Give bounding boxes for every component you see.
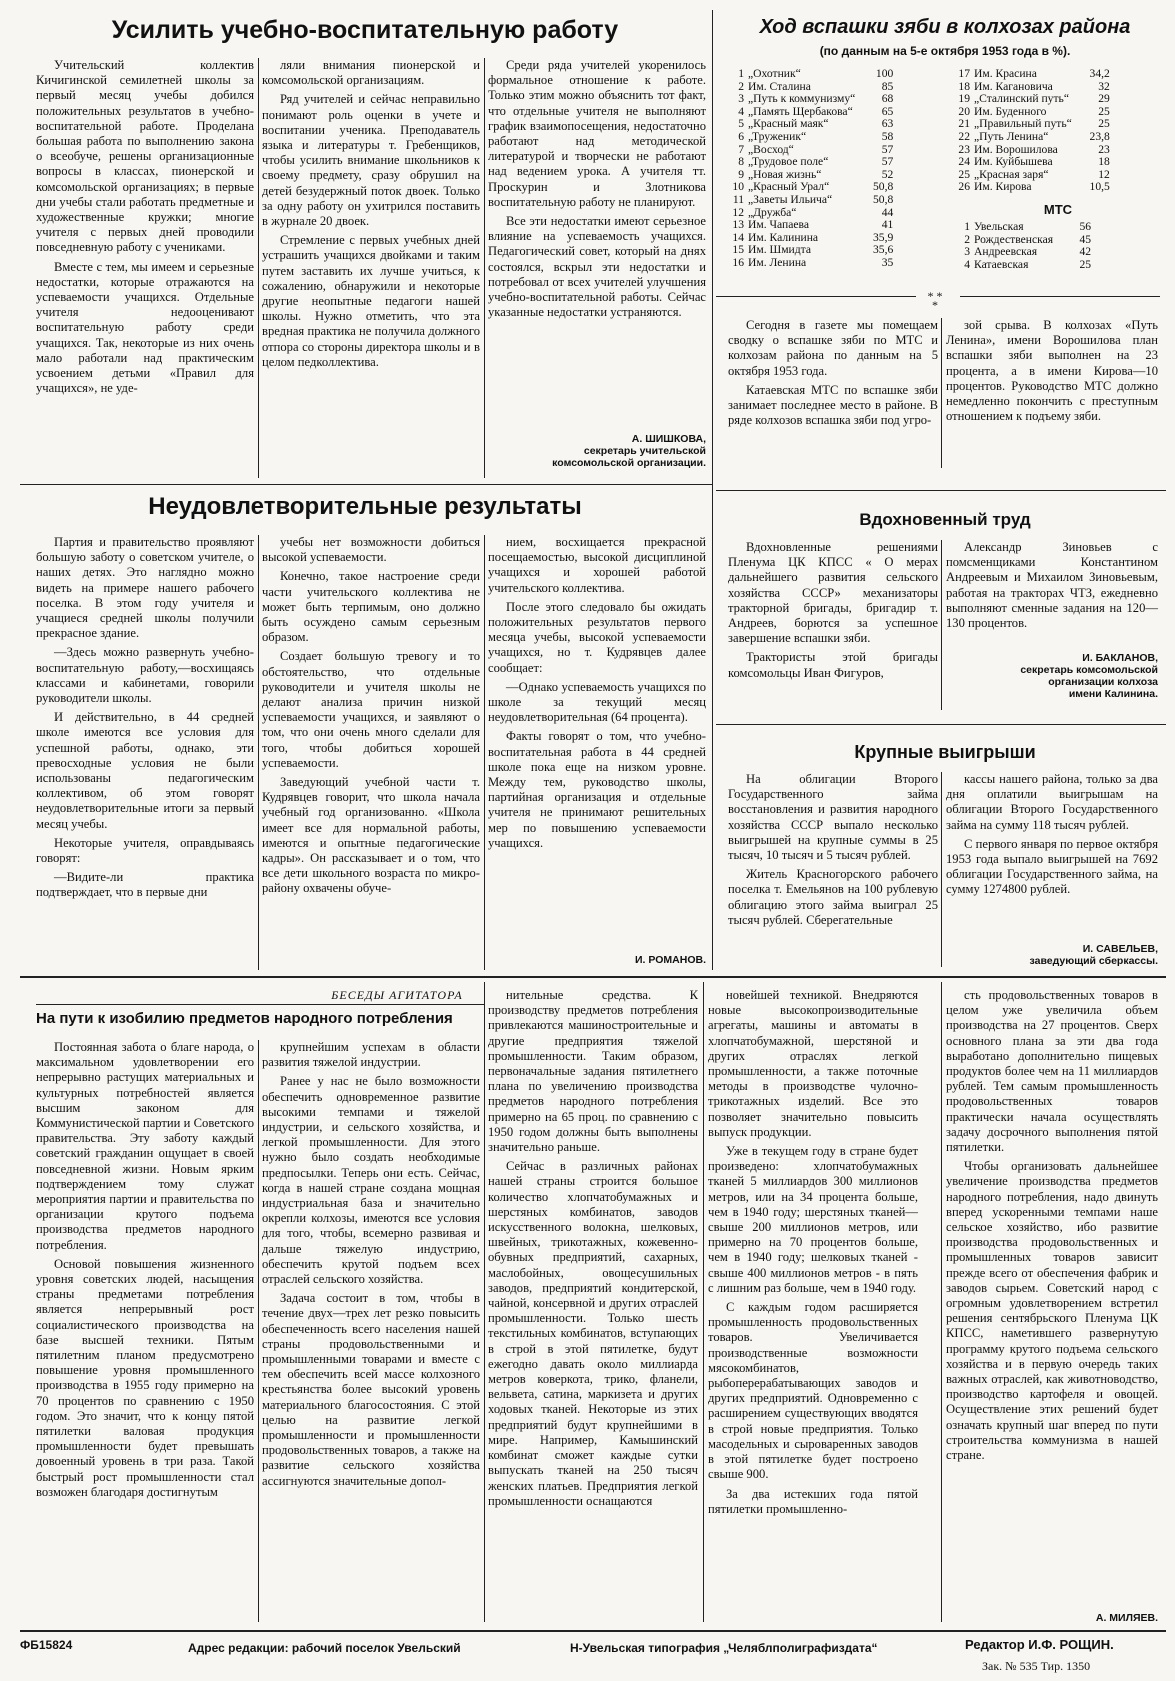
article3-signature: И. РОМАНОВ. — [635, 954, 706, 966]
table-cell-name: Им. Шмидта — [748, 243, 811, 257]
paragraph: Стремление с первых учебных дней устрашить учащихся двойками и таким путем заставить их лучше учиться, к сожалению, обнаружили и некоторые другие неопытные педагоги нашей школы. Нужно отметить, что эта вредная практика не получила должного отпора со стороны директора школы и в целом педколлектива. — [262, 233, 480, 369]
table-cell-v: 58 — [881, 129, 894, 143]
article5-title: Крупные выигрыши — [854, 742, 1036, 762]
rule-v-a1-1 — [258, 58, 259, 478]
paragraph: И действительно, в 44 средней школе имеются все условия для успешной работы, однако, эти превосходные условия не были использованы педагогическим коллективом, об этом говорят неудовлетворительные итоги за первый месяц учебы. — [36, 710, 254, 831]
rule-h-a4 — [716, 724, 1166, 725]
footer-code: ФБ15824 — [20, 1638, 73, 1652]
article4-col2 — [946, 540, 1158, 635]
article5-col2 — [946, 772, 1158, 902]
article5-signature — [946, 943, 1158, 967]
article6-col5 — [946, 988, 1158, 1467]
table-cell-name: Андреевская — [974, 245, 1038, 259]
footer-editor: Редактор И.Ф. РОЩИН. — [965, 1637, 1114, 1652]
mts-heading: МТС — [1043, 201, 1073, 217]
rule-v-a6-4 — [941, 982, 942, 1622]
article6-col2 — [262, 1040, 480, 1493]
article1-col1 — [36, 58, 254, 400]
asterism: * * * — [927, 289, 943, 312]
article4-sig-name: И. БАКЛАНОВ, — [1082, 652, 1158, 664]
table-cell-n: 16 — [732, 255, 744, 269]
table-cell-v: 25 — [1079, 257, 1092, 271]
table-cell-n: 12 — [732, 205, 744, 219]
article5-col1 — [728, 772, 938, 932]
table-row — [948, 181, 1112, 194]
paragraph: зой срыва. В колхозах «Путь Ленина», имени Ворошилова план вспашки зяби выполнен на 23 процента, а в имени Кирова—10 процентов. Руководство МТС должно немедленно покончить с преступным отношением к подъему зяби. — [946, 318, 1158, 424]
table-row — [948, 156, 1112, 169]
table-cell-n: 3 — [964, 245, 970, 259]
article6-title: На пути к изобилию предметов народного потребления — [36, 1010, 453, 1027]
paragraph: Житель Красногорского рабочего поселка т. Емельянов на 100 рублевую облигацию этого займа выиграл 25 тысяч рублей. Сберегательные — [728, 867, 938, 927]
paragraph: Ряд учителей и сейчас неправильно понимают роль оценки в учете и воспитании ученика. Преподаватель языка и литературы т. Гребенщиков, чтобы усилить внимание школьников к своему предмету, сразу обрушил на детей безудержный поток двоек. Только за одну работу он ухитрился поставить в журнале 20 двоек. — [262, 92, 480, 229]
article4-signature — [946, 652, 1158, 700]
table-cell-v: 35,6 — [873, 243, 894, 257]
paragraph: нительные средства. К производству предметов потребления привлекаются машиностроительные и другие предприятия тяжелой промышленности. Таким образом, первоначальные задания пятилетнего плана по увеличению производства предметов народного потребления примерно на 65 проц. по сравнению с 1950 годом должны быть выполнены значительно раньше. — [488, 988, 698, 1155]
paragraph: Вместе с тем, мы имеем и серьезные недостатки, которые отражаются на успеваемости учащихся. Отдельные учителя недооценивают воспитательную работу среди учащихся. Так, некоторые из них очень мало работали над практическим усвоением детьми «Правил для учащихся», не уде- — [36, 259, 254, 396]
table-cell-name: Им. Буденного — [974, 104, 1047, 118]
table-row — [948, 246, 1093, 259]
table-cell-n: 14 — [732, 230, 744, 244]
paragraph: Создает большую тревогу и то обстоятельство, что отдельные руководители и учителя школы не делают анализа причин низкой успеваемости учащихся, и заявляют о том, что они очень много сделали для того, чтобы добиться хорошей успеваемости. — [262, 649, 480, 770]
table-row — [722, 219, 895, 232]
table-cell-name: „Сталинский путь“ — [974, 92, 1069, 106]
table-cell-name: „Труженик“ — [748, 129, 807, 143]
article6-signature: А. МИЛЯЕВ. — [1095, 1612, 1158, 1624]
paragraph: Вдохновленные решениями Пленума ЦК КПСС « О мерах дальнейшего развития сельского хозяйства СССР» механизаторы тракторной бригады, бригадир т. Андреев, борются за успешное завершение вспашки зяби. — [728, 540, 938, 646]
table-cell-name: „Путь Ленина“ — [974, 129, 1049, 143]
rule-h-a2 — [716, 490, 1166, 491]
article3-col2 — [262, 535, 480, 901]
article3-title: Неудовлетворительные результаты — [148, 493, 582, 520]
rule-v-a3-2 — [484, 535, 485, 970]
rule-v-a6-1 — [258, 1040, 259, 1622]
table-cell-v: 100 — [875, 67, 894, 80]
paragraph: Все эти недостатки имеют серьезное влияние на успеваемость учащихся. Педагогический совет, который на днях состоялся, вскрыл эти недостатки и потребовал от всех учителей улучшения учебно-воспитательной работы. Сейчас указанные недостатки устраняются. — [488, 214, 706, 320]
article3-col3 — [488, 535, 706, 855]
paragraph: ляли внимания пионерской и комсомольской организациям. — [262, 58, 480, 88]
table-cell-v: 56 — [1079, 219, 1092, 233]
table-cell-v: 34,2 — [1089, 67, 1110, 80]
article2-col1 — [728, 318, 938, 432]
table-cell-v: 25 — [1098, 104, 1110, 118]
paragraph: Ранее у нас не было возможности обеспечить одновременное развитие высокими темпами и тяжелой индустрии, и сельского хозяйства, и легкой промышленности. Для этого нужно было создать необходимые предпосылки. Теперь они есть. Сейчас, когда в нашей стране создана мощная индустриальная база и значительно окрепли колхозы, имеются все условия для того, чтобы, всемерно развивая и дальше тяжелую индустрию, обеспечить крутой подъем всех отраслей сельского хозяйства. — [262, 1074, 480, 1287]
paragraph: После этого следовало бы ожидать положительных результатов первого месяца учебы, высокой успеваемости учащихся, но т. Кудрявцев далее сообщает: — [488, 599, 706, 675]
table-cell-v: 44 — [881, 205, 894, 219]
paragraph: Трактористы этой бригады комсомольцы Иван Фигуров, — [728, 650, 938, 680]
article1-col2 — [262, 58, 480, 374]
table-row — [722, 156, 895, 169]
table-cell-v: 12 — [1098, 167, 1110, 181]
table-cell-name: „Красный маяк“ — [748, 117, 829, 131]
table-cell-name: Увельская — [974, 219, 1024, 233]
table-row — [948, 221, 1093, 234]
rule-v-a6-2 — [484, 982, 485, 1622]
table-cell-v: 63 — [881, 117, 894, 131]
article1-sig-role2: комсомольской организации. — [552, 457, 706, 469]
table-cell-v: 35 — [881, 255, 894, 269]
paragraph: кассы нашего района, только за два дня оплатили выигрышам на облигации Второго Государственного займа на сумму 118 тысяч рублей. — [946, 772, 1158, 832]
table-cell-v: 85 — [881, 79, 894, 93]
table-cell-name: „Дружба“ — [748, 205, 797, 219]
article5-sig-name: И. САВЕЛЬЕВ, — [1082, 943, 1158, 955]
table-cell-name: „Красный Урал“ — [748, 180, 830, 194]
table-row — [948, 259, 1093, 272]
paragraph: сть продовольственных товаров в целом уже увеличила объем производства на 27 процентов. Сверх основного плана за эти два года выработано дополнительно пищевых продуктов более чем на 11 миллиардов рублей. Тем самым промышленность продовольственных товаров практически начала осуществлять задачу досрочного выполнения пятой пятилетки. — [946, 988, 1158, 1155]
paragraph: Задача состоит в том, чтобы в течение двух—трех лет резко повысить обеспеченность всего населения нашей страны продовольственными и промышленными товарами и вместе с тем обеспечить всей массе колхозного крестьянства более высокий уровень материального благосостояния. С этой целью на развитие легкой промышленности и промышленности продовольственных товаров, а также на развитие сельского хозяйства ассигнуются значительные допол- — [262, 1291, 480, 1488]
table-row — [722, 68, 895, 81]
zyab-table-right — [948, 68, 1168, 271]
rule-v-a3-1 — [258, 535, 259, 970]
zyab-table-left — [722, 68, 947, 270]
paragraph: Постоянная забота о благе народа, о максимальном удовлетворении его непрерывно растущих материальных и культурных потребностей является высшим законом для Коммунистической партии и Советского правительства. Эту заботу каждый советский гражданин ощущает в своей повседневной жизни. Новым ярким подтверждением тому служат мероприятия партии и правительства по организации крутого подъема производства предметов народного потребления. — [36, 1040, 254, 1252]
article4-sig-role2: организации колхоза — [1048, 676, 1158, 688]
paragraph: Катаевская МТС по вспашке зяби занимает последнее место в районе. В ряде колхозов вспашка зяби под угро- — [728, 382, 938, 428]
table-cell-n: 4 — [964, 257, 970, 271]
rule-h-footer — [20, 1630, 1166, 1632]
table-cell-name: „Новая жизнь“ — [748, 167, 822, 181]
paragraph: Заведующий учебной части т. Кудрявцев говорит, что школа начала учебный год организованно. «Школа имеет все для нормальной работы, имеются и опытные педагогические кадры». Он рассказывает и о том, что все дети школьного возраста по микро-району охвачены обуче- — [262, 775, 480, 896]
footer-order: Зак. № 535 Тир. 1350 — [982, 1659, 1091, 1673]
table-cell-name: „Правильный путь“ — [974, 117, 1072, 131]
table-cell-name: Им. Ленина — [748, 255, 807, 269]
table-cell-v: 42 — [1079, 245, 1092, 259]
table-cell-n: 7 — [738, 142, 744, 156]
mts-table — [948, 221, 1093, 271]
table-cell-n: 21 — [958, 117, 970, 131]
table-cell-name: Им. Кирова — [974, 180, 1032, 194]
table-cell-name: Катаевская — [974, 257, 1029, 271]
paragraph: —Однако успеваемость учащихся по школе за текущий месяц неудовлетворительная (64 процента). — [488, 679, 706, 725]
article6-col3 — [488, 988, 698, 1513]
article5-sig-role1: заведующий сберкассы. — [1029, 955, 1158, 967]
table-cell-n: 5 — [738, 117, 744, 131]
table-cell-v: 35,9 — [873, 230, 894, 244]
table-cell-name: Им. Куйбышева — [974, 155, 1053, 169]
table-cell-n: 4 — [738, 104, 744, 118]
rule-h-a3 — [20, 976, 1166, 978]
table-cell-v: 45 — [1079, 232, 1092, 246]
ranking-table-right — [948, 68, 1112, 194]
article1-signature — [488, 433, 706, 469]
rule-h-a1 — [20, 484, 712, 485]
table-cell-n: 15 — [732, 243, 744, 257]
ranking-table-left — [722, 68, 895, 270]
table-cell-name: Рождественская — [974, 232, 1054, 246]
table-cell-n: 2 — [964, 232, 970, 246]
paragraph: учебы нет возможности добиться высокой успеваемости. — [262, 535, 480, 565]
rule-v-a2 — [941, 318, 942, 468]
table-cell-n: 9 — [738, 167, 744, 181]
table-cell-n: 23 — [958, 142, 970, 156]
table-cell-v: 50,8 — [873, 192, 894, 206]
table-cell-name: „Охотник“ — [748, 67, 801, 80]
table-cell-v: 68 — [881, 92, 894, 106]
article4-sig-role1: секретарь комсомольской — [1020, 664, 1158, 676]
table-cell-n: 3 — [738, 92, 744, 106]
table-cell-n: 25 — [958, 167, 970, 181]
table-row — [722, 131, 895, 144]
table-cell-n: 2 — [738, 79, 744, 93]
paragraph: Уже в текущем году в стране будет произведено: хлопчатобумажных тканей 5 миллиардов 300 миллионов метров, или на 34 процента больше, чем в 1940 году; шерстяных тканей—свыше 200 миллионов метров, или примерно на 70 процентов больше, чем в 1940 году; шелковых тканей - свыше 400 миллионов метров - в пять с лишним раз больше, чем в 1940 году. — [708, 1144, 918, 1295]
table-cell-name: „Восход“ — [748, 142, 794, 156]
table-cell-v: 57 — [881, 142, 894, 156]
article6-col4 — [708, 988, 918, 1521]
paragraph: Факты говорят о том, что учебно-воспитательная работа в 44 средней школе пока еще на низком уровне. Между тем, руководство школы, партийная организация и отдельные учителя не принимают решительных мер по повышению успеваемости учащихся. — [488, 729, 706, 850]
paragraph: Сейчас в различных районах нашей страны строится большое количество хлопчатобумажных и шерстяных комбинатов, заводов искусственного волокна, шелковых, швейных, трикотажных, кожевенно-обувных предприятий, сахарных, маслобойных, овощесушильных заводов, предприятий кондитерской, чайной, консервной и других отраслей промышленности. Только шесть текстильных комбинатов, вступающих в строй в этой пятилетке, будут ежегодно давать около миллиарда метров коверкота, трико, фланели, вельвета, сатина, маркизета и других ходовых тканей. Некоторые из этих предприятий будут крупнейшими в мире. Например, Камышинский комбинат сможет каждые сутки выпускать тканей на 250 тысяч женских платьев. Предприятия легкой промышленности оснащаются — [488, 1159, 698, 1508]
table-row — [722, 93, 895, 106]
paragraph: С каждым годом расширяется промышленность продовольственных товаров. Увеличивается производственные возможности мясокомбинатов, рыбоперерабатывающих заводов и других предприятий. Одновременно с расширением существующих вводятся в строй новые предприятия. Только масодельных и сыроваренных заводов в этой пятилетке будет построено свыше 900. — [708, 1300, 918, 1482]
table-cell-v: 29 — [1098, 92, 1110, 106]
table-cell-v: 18 — [1098, 155, 1110, 169]
rule-v-a4 — [941, 540, 942, 710]
table-cell-name: Им. Чапаева — [748, 218, 809, 232]
paragraph: нием, восхищается прекрасной посещаемостью, высокой дисциплиной учащихся и хорошей работой учительского коллектива. — [488, 535, 706, 595]
table-cell-name: Им. Ворошилова — [974, 142, 1058, 156]
table-cell-n: 1 — [738, 67, 744, 80]
article6-rubric: БЕСЕДЫ АГИТАТОРА — [331, 988, 463, 1002]
table-cell-v: 25 — [1098, 117, 1110, 131]
table-cell-n: 8 — [738, 155, 744, 169]
table-cell-n: 18 — [958, 79, 970, 93]
table-cell-n: 24 — [958, 155, 970, 169]
paragraph: крупнейшим успехам в области развития тяжелой индустрии. — [262, 1040, 480, 1070]
paragraph: На облигации Второго Государственного займа восстановления и развития народного хозяйства СССР выпало несколько выигрышей на крупные суммы в 25 тысяч, 10 тысяч и 5 тысяч рублей. — [728, 772, 938, 863]
article4-sig-role3: имени Калинина. — [1068, 688, 1158, 700]
table-row — [948, 131, 1112, 144]
article1-title: Усилить учебно-воспитательную работу — [111, 16, 619, 44]
paragraph: Учительский коллектив Кичигинской семилетней школы за первый месяц учебы добился положительных результатов в учебно-воспитательной работе. Проделана большая работа по выполнению закона о всеобуче, решены организационные вопросы в классах, пионерской и комсомольской организациях; в первые дни учебы стали работать предметные и художественные кружки; многие учителя с первых дней проводили повседневную работу с учениками. — [36, 58, 254, 255]
table-cell-n: 17 — [958, 67, 970, 80]
rule-v-main — [712, 10, 713, 970]
table-cell-name: Им. Красина — [974, 67, 1037, 80]
article4-title: Вдохновенный труд — [859, 510, 1031, 529]
table-cell-name: „Память Щербакова“ — [748, 104, 853, 118]
article4-col1 — [728, 540, 938, 685]
paragraph: Некоторые учителя, оправдываясь говорят: — [36, 835, 254, 866]
table-cell-n: 19 — [958, 92, 970, 106]
rule-h-table — [716, 296, 916, 297]
table-cell-v: 23 — [1098, 142, 1110, 156]
footer-address: Адрес редакции: рабочий поселок Увельский — [188, 1641, 461, 1655]
table-cell-name: „Красная заря“ — [974, 167, 1049, 181]
table-row — [948, 93, 1112, 106]
table-cell-n: 1 — [964, 219, 970, 233]
footer-printer: Н-Увельская типография „Челяблполиграфиздата“ — [570, 1641, 878, 1655]
paragraph: Основой повышения жизненного уровня советских людей, насыщения страны предметами потребления является непрерывный рост социалистического производства на базе высшей техники. Пятым пятилетним планом предусмотрено повышение уровня промышленного производства в 1955 году примерно на 70 процентов по сравнению с 1950 годом. Это значит, что к концу пятой пятилетки валовая продукция промышленности будет превышать довоенный уровень в три раза. Такой быстрый рост промышленности стал возможен благодаря достигнутым — [36, 1256, 254, 1499]
rule-h-table2 — [960, 296, 1160, 297]
table-cell-n: 6 — [738, 129, 744, 143]
table-cell-v: 50,8 — [873, 180, 894, 194]
paragraph: Сегодня в газете мы помещаем сводку о вспашке зяби по МТС и колхозам района по данным на 5 октября 1953 года. — [728, 318, 938, 378]
table-cell-name: Им. Калинина — [748, 230, 819, 244]
table-cell-n: 22 — [958, 129, 970, 143]
paragraph: —Видите-ли практика подтверждает, что в первые дни — [36, 870, 254, 900]
table-cell-v: 23,8 — [1089, 129, 1110, 143]
table-cell-n: 20 — [958, 104, 970, 118]
article1-sig-name: А. ШИШКОВА, — [631, 433, 706, 445]
table-cell-n: 26 — [958, 180, 970, 194]
rule-h-rubric — [36, 1004, 484, 1005]
paragraph: Среди ряда учителей укоренилось формальное отношение к работе. Только этим можно объяснить тот факт, что отдельные учителя не выполняют график взаимопосещения, недостаточно работают над методической литературой и творчески не работают над ведением урока. А учителя тт. Проскурин и Злотникова воспитательную работу не планируют. — [488, 58, 706, 209]
paragraph: —Здесь можно развернуть учебно-воспитательную работу,—восхищаясь классами и кабинетами, говорили руководители школы. — [36, 645, 254, 706]
table-cell-name: „Путь к коммунизму“ — [748, 92, 856, 106]
article2-col2 — [946, 318, 1158, 428]
table-cell-n: 10 — [732, 180, 744, 194]
article3-col1 — [36, 535, 254, 905]
article1-col3 — [488, 58, 706, 324]
table-cell-n: 13 — [732, 218, 744, 232]
table-cell-name: Им. Сталина — [748, 79, 811, 93]
rule-v-a6-3 — [703, 982, 704, 1622]
table-cell-n: 11 — [732, 192, 744, 206]
paragraph: За два истекших года пятой пятилетки промышленно- — [708, 1486, 918, 1516]
rule-v-a5 — [941, 772, 942, 967]
paragraph: Партия и правительство проявляют большую заботу о советском учителе, о наших детях. Это наглядно можно видеть на примере нашего рабочего поселка. В этом году учителя и учащиеся средней школы получили прекрасное здание. — [36, 535, 254, 641]
table-cell-v: 52 — [881, 167, 894, 181]
article6-col1 — [36, 1040, 254, 1504]
article2-subtitle: (по данным на 5-е октября 1953 года в %). — [819, 44, 1071, 58]
paragraph: С первого января по первое октября 1953 года выпало выигрышей на 7692 облигации Государственного займа, на сумму 1274800 рублей. — [946, 836, 1158, 897]
paragraph: Чтобы организовать дальнейшее увеличение производства предметов народного потребления, надо двинуть вперед ускоренными темпами наше сельское хозяйство, ибо развитие производства продовольственных и промышленных товаров зависит прежде всего от обеспечения фабрик и заводов сырьем. Советский народ с огромным удовлетворением встретил решения сентябрьского Пленума ЦК КПСС, наметившего развернутую программу крутого подъема сельского хозяйства и в первую очередь таких важных отраслей, как животноводство, производство картофеля и овощей. Осуществление этих решений будет означать крупный шаг вперед по пути строительства коммунизма в нашей стране. — [946, 1159, 1158, 1463]
table-row — [722, 194, 895, 207]
table-cell-v: 41 — [881, 218, 894, 232]
paragraph: Конечно, такое настроение среди части учительского коллектива не может быть терпимым, оно должно быть осуждено самым серьезным образом. — [262, 569, 480, 645]
table-cell-name: Им. Кагановича — [974, 79, 1053, 93]
table-cell-v: 57 — [881, 155, 894, 169]
table-row — [948, 68, 1112, 81]
article2-title: Ход вспашки зяби в колхозах района — [759, 16, 1131, 38]
table-cell-name: „Трудовое поле“ — [748, 155, 829, 169]
table-cell-v: 10,5 — [1089, 180, 1110, 194]
article1-sig-role1: секретарь учительской — [583, 445, 706, 457]
table-cell-v: 32 — [1098, 79, 1110, 93]
table-cell-v: 65 — [881, 104, 894, 118]
paragraph: Александр Зиновьев с помсменщиками Константином Андреевым и Михаилом Зиновьевым, работая на тракторах ЧТЗ, ежедневно выполняют сменные задания на 120—130 процентов. — [946, 540, 1158, 631]
rule-v-a1-2 — [484, 58, 485, 478]
table-cell-name: „Заветы Ильича“ — [748, 192, 833, 206]
table-row — [722, 257, 895, 270]
paragraph: новейшей техникой. Внедряются новые высокопроизводительные агрегаты, машины и автоматы в хлопчатобумажной, шерстяной и других отраслях легкой промышленности, а также поточные методы в производстве чулочно-трикотажных изделий. Все это позволяет значительно повысить выпуск продукции. — [708, 988, 918, 1139]
